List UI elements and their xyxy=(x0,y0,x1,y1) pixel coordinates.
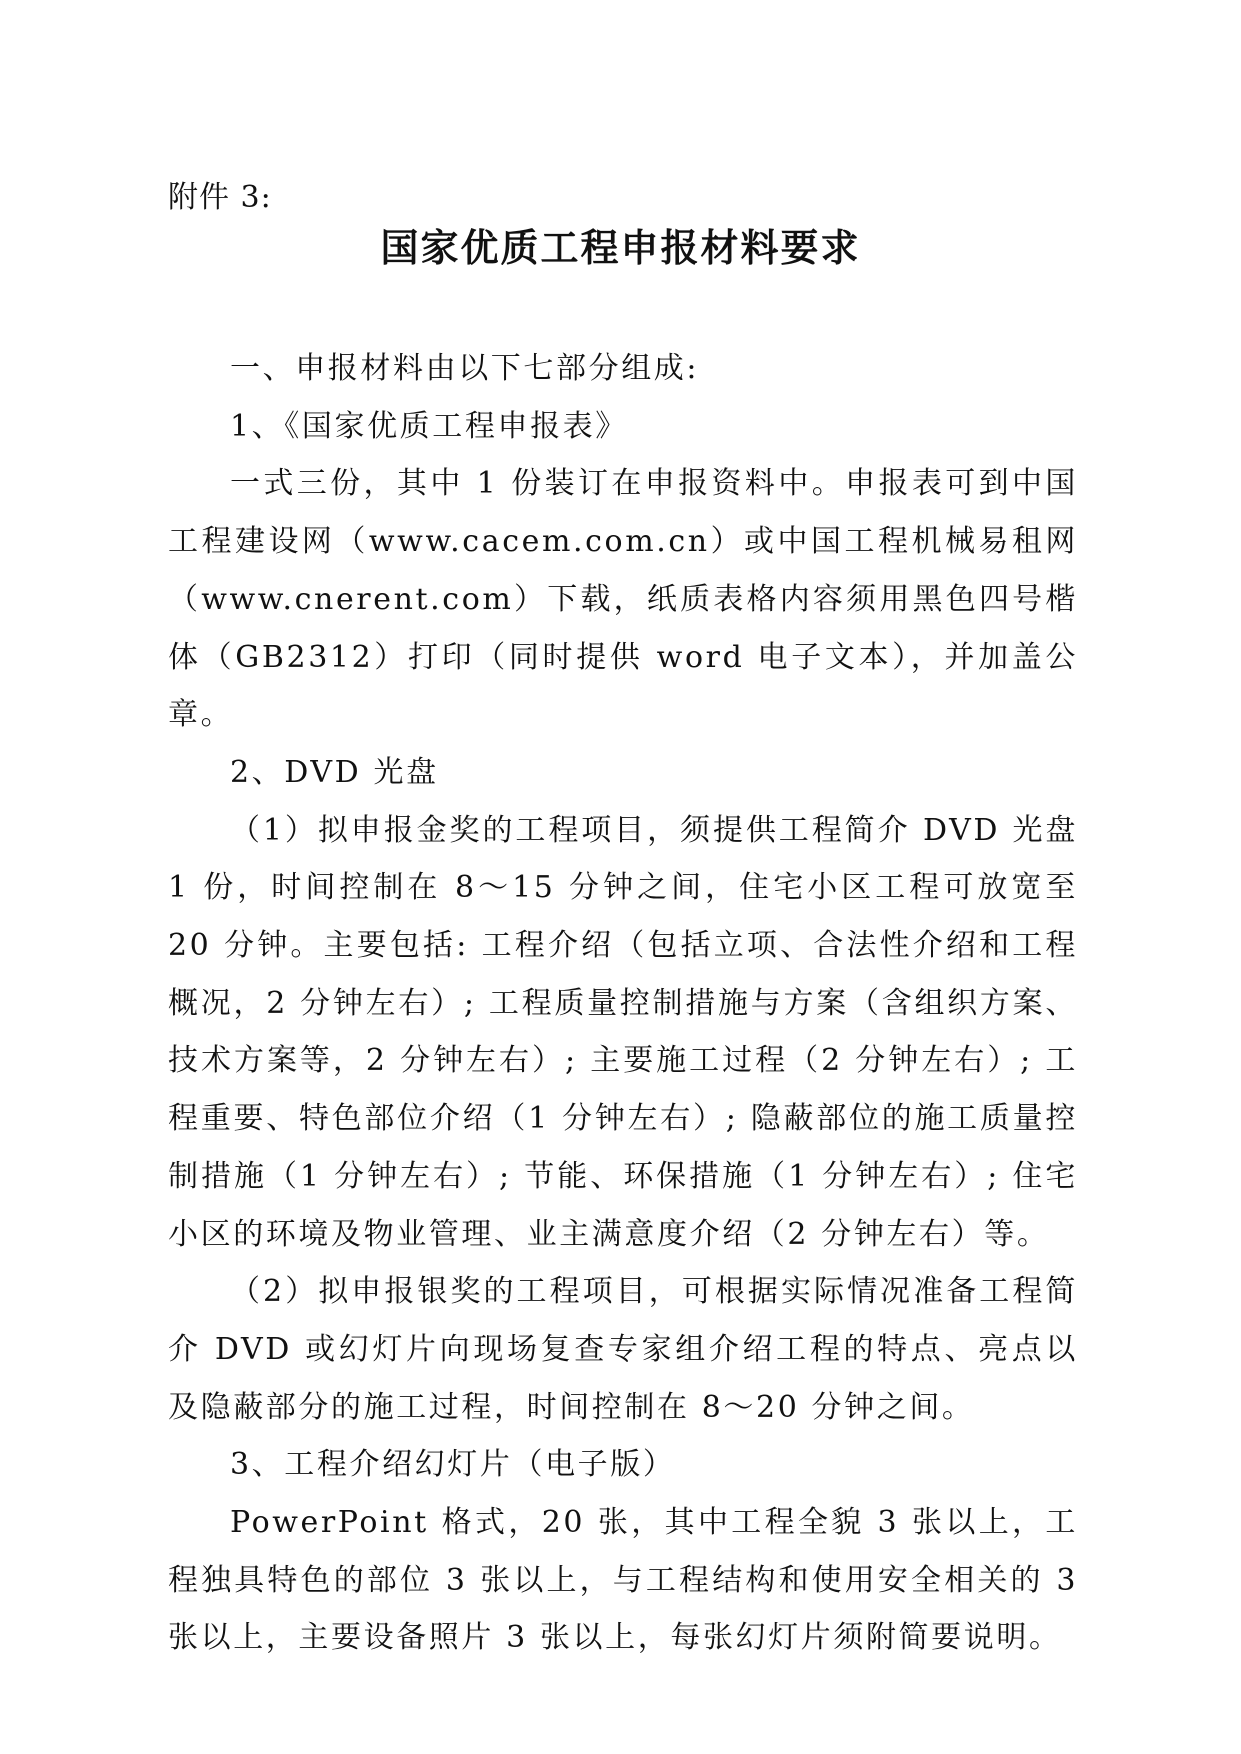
item-heading-dvd: 2、DVD 光盘 xyxy=(230,754,439,790)
paragraph-application-form: 一式三份，其中 1 份装订在申报资料中。申报表可到中国工程建设网（www.cacem.com.cn）或中国工程机械易租网（www.cnerent.com）下载，纸质表格内容须用黑色四号楷体（GB2312）打印（同时提供 word 电子文本），并加盖公章。 xyxy=(168,466,1078,733)
paragraph-dvd-gold: （1）拟申报金奖的工程项目，须提供工程简介 DVD 光盘 1 份，时间控制在 8～15 分钟之间，住宅小区工程可放宽至 20 分钟。主要包括: 工程介绍（包括立项、合法性介绍和工程概况，2 分钟左右）; 工程质量控制措施与方案（含组织方案、技术方案等，2 分钟左右）; 主要施工过程（2 分钟左右）; 工程重要、特色部位介绍（1 分钟左右）; 隐蔽部位的施工质量控制措施（1 分钟左右）; 节能、环保措施（1 分钟左右）; 住宅小区的环境及物业管理、业主满意度介绍（2 分钟左右）等。 xyxy=(168,812,1078,1252)
attachment-label: 附件 3: xyxy=(168,180,272,215)
item-heading-application-form: 1、《国家优质工程申报表》 xyxy=(230,408,628,444)
document-body xyxy=(168,340,1078,1667)
item-heading-slides: 3、工程介绍幻灯片（电子版） xyxy=(230,1447,676,1483)
paragraph-dvd-silver: （2）拟申报银奖的工程项目，可根据实际情况准备工程简介 DVD 或幻灯片向现场复查专家组介绍工程的特点、亮点以及隐蔽部分的施工过程，时间控制在 8～20 分钟之间。 xyxy=(168,1274,1078,1425)
paragraph-slides: PowerPoint 格式，20 张，其中工程全貌 3 张以上，工程独具特色的部位 3 张以上，与工程结构和使用安全相关的 3 张以上，主要设备照片 3 张以上，每张幻灯片须附简要说明。 xyxy=(168,1505,1078,1656)
section-heading-composition: 一、申报材料由以下七部分组成: xyxy=(230,351,700,386)
document-title: 国家优质工程申报材料要求 xyxy=(380,225,861,270)
